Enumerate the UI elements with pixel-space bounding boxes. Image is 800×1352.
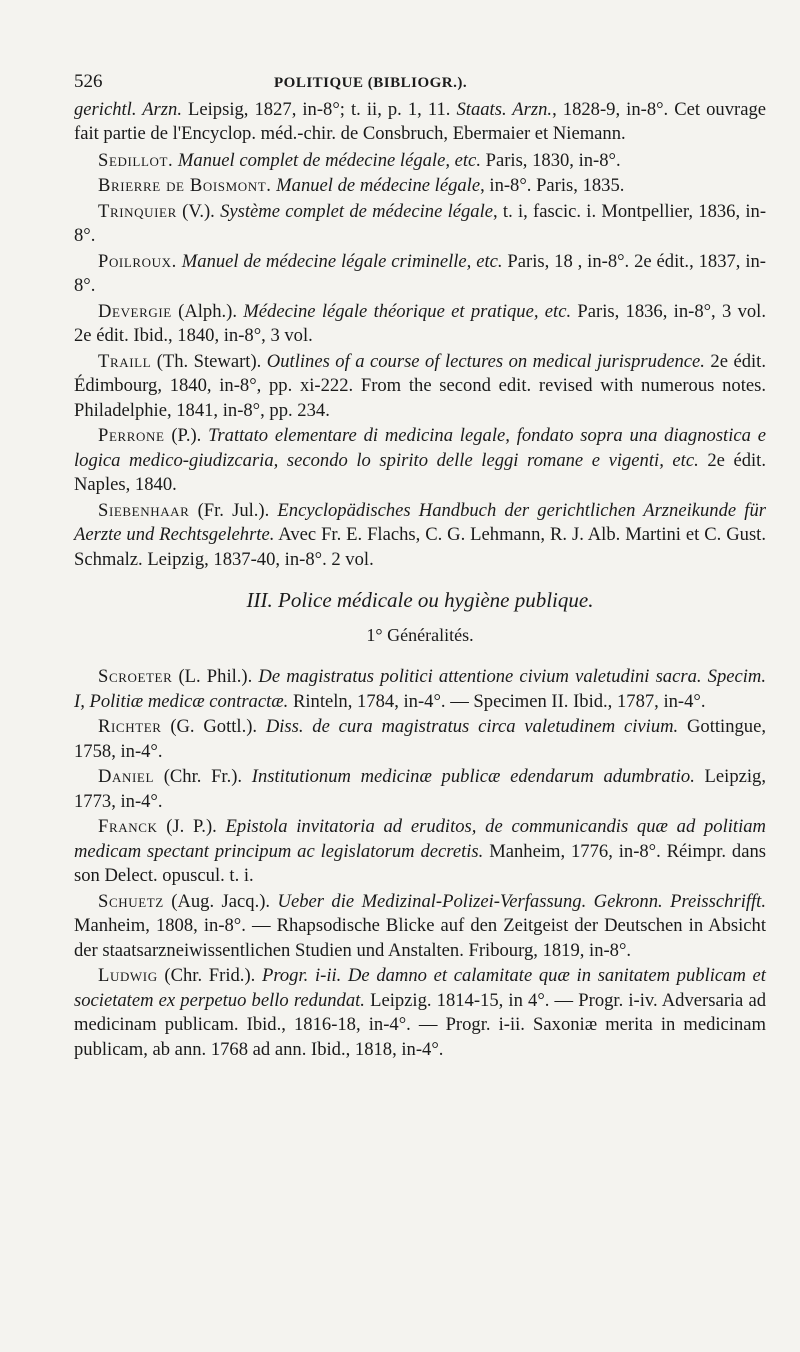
entry-publication: , t. i, fascic. i. Montpellier, 1836, in-8°.: [74, 200, 767, 246]
entry-title: Diss. de cura magistratus circa valetudinem civium.: [257, 716, 679, 737]
entry-author: Traill: [98, 350, 152, 372]
entry-title: Staats. Arzn.: [456, 98, 553, 120]
entry-title: Système complet de médecine légale: [214, 200, 494, 222]
entry-publication: Gottingue, 1758, in-4°.: [74, 716, 766, 762]
entry-text: (Chr. Frid.).: [157, 965, 256, 986]
entry-publication: Paris, 18 , in-8°. 2e édit., 1837, in-8°.: [74, 250, 766, 296]
entry-text: , 1828-9, in-8°. Cet ouvrage fait partie de l'Encyclop. méd.-chir. de Consbruch, Ebermaier et Niemann.: [74, 98, 767, 144]
subsection-heading: 1° Généralités.: [366, 624, 474, 645]
entry-title: gerichtl. Arzn.: [74, 98, 182, 120]
entry-title: Encyclopädisches Handbuch der gerichtlichen Arzneikunde für Aerzte und Rechtsgelehrte.: [74, 499, 766, 545]
bibliography-entry: [74, 499, 766, 573]
section-title: III. Police médicale ou hygiène publique.: [246, 588, 594, 612]
entry-publication: Manheim, 1776, in-8°. Réimpr. dans son Delect. opuscul. t. i.: [74, 840, 767, 886]
entry-publication: Leipzig, 1773, in-4°.: [74, 766, 766, 812]
entry-text: (G. Gottl.).: [161, 716, 258, 737]
entry-publication: Manheim, 1808, in-8°. — Rhapsodische Blicke auf den Zeitgeist der Deutschen in Absicht der staatsarzneiwissentlichen Studien und Anstalten. Fribourg, 1819, in-8°.: [74, 915, 766, 961]
entry-author: Schuetz: [98, 890, 164, 912]
running-title: POLITIQUE (BIBLIOGR.).: [274, 75, 468, 91]
continuation-entry: [74, 98, 766, 147]
entry-author: Sedillot.: [98, 149, 174, 171]
entry-publication: Leipzig. 1814-15, in 4°. — Progr. i-iv. Adversaria ad medicinam publicam. Ibid., 1816-18, in-4°. — Progr. i-ii. Saxoniæ merita in medicinam publicam, ab ann. 1768 ad ann. Ibid., 1818, in-4°.: [74, 989, 767, 1060]
entry-author: Ludwig: [98, 965, 158, 986]
entry-text: (V.).: [176, 200, 215, 222]
entry-publication: Rinteln, 1784, in-4°. — Specimen II. Ibid., 1787, in-4°.: [288, 690, 706, 712]
entry-title: Manuel de médecine légale: [271, 175, 481, 196]
entry-title: Trattato elementare di medicina legale, fondato sopra una diagnostica e logica medico-giudizcaria, secondo lo spirito delle leggi romane e vigenti, etc.: [74, 425, 766, 471]
entry-author: Brierre de Boismont.: [98, 175, 272, 196]
entry-author: Daniel: [98, 766, 155, 787]
entry-title: Manuel complet de médecine légale, etc.: [173, 149, 481, 171]
bibliography-entry: [74, 350, 766, 424]
bibliography-entry: [74, 174, 766, 199]
page-number: 526: [74, 71, 103, 92]
bibliography-entry: [74, 890, 766, 964]
entry-text: (Alph.).: [171, 300, 237, 322]
bibliography-entry: [74, 665, 766, 714]
entry-publication: 2e édit. Naples, 1840.: [74, 449, 766, 495]
entry-title: Progr. i-ii. De damno et calamitate quæ in sanitatem publicam et societatem ex perpetuo bello redundat.: [74, 965, 766, 1011]
bibliography-entry: [74, 300, 766, 349]
entry-title: Institutionum medicinæ publicæ edendarum adumbratio.: [242, 766, 695, 787]
entry-text: (J. P.).: [157, 816, 217, 837]
entry-publication: Paris, 1830, in-8°.: [480, 149, 621, 171]
page-text: [74, 70, 766, 1063]
entry-author: Perrone: [98, 425, 165, 446]
entry-text: (P.).: [164, 425, 202, 446]
entry-publication: Avec Fr. E. Flachs, C. G. Lehmann, R. J. Alb. Martini et C. Gust. Schmalz. Leipzig, 1837-40, in-8°. 2 vol.: [74, 524, 766, 570]
bibliography-entry: [74, 815, 766, 889]
entry-text: (Th. Stewart).: [151, 350, 262, 372]
entry-text: Leipsig, 1827, in-8°; t. ii, p. 1, 11.: [181, 98, 457, 120]
entry-publication: 2e édit. Édimbourg, 1840, in-8°, pp. xi-222. From the second edit. revised with numerous notes. Philadelphie, 1841, in-8°, pp. 234.: [74, 350, 766, 421]
entry-title: Outlines of a course of lectures on medical jurisprudence.: [261, 350, 705, 372]
bibliography-entry: [74, 200, 766, 249]
entry-text: (Fr. Jul.).: [189, 499, 270, 521]
entry-author: Scroeter: [98, 666, 173, 687]
bibliography-entry: [74, 250, 766, 299]
entry-title: Manuel de médecine légale criminelle, etc.: [176, 250, 503, 272]
entry-text: (Chr. Fr.).: [154, 766, 243, 787]
page-header: [74, 70, 766, 96]
bibliography-entry: [74, 424, 766, 498]
entry-title: Epistola invitatoria ad eruditos, de communicandis quæ ad politiam medicam spectant principum ac legislatorum decretis.: [74, 816, 766, 862]
entry-publication: , in-8°. Paris, 1835.: [480, 175, 625, 196]
entry-author: Franck: [98, 816, 158, 837]
entry-author: Devergie: [98, 300, 172, 322]
entry-title: Ueber die Medizinal-Polizei-Verfassung. Gekronn. Preisschrifft.: [270, 890, 767, 912]
bibliography-entry: [74, 765, 766, 814]
entry-author: Poilroux.: [98, 250, 177, 272]
entry-title: Médecine légale théorique et pratique, etc.: [237, 300, 572, 322]
entry-author: Siebenhaar: [98, 499, 190, 521]
bibliography-entry: [74, 715, 766, 764]
bibliography-entry: [74, 964, 766, 1062]
entry-author: Trinquier: [98, 200, 177, 222]
entry-text: (L. Phil.).: [172, 666, 253, 687]
entry-text: (Aug. Jacq.).: [163, 890, 271, 912]
entry-author: Richter: [98, 716, 162, 737]
entry-publication: Paris, 1836, in-8°, 3 vol. 2e édit. Ibid., 1840, in-8°, 3 vol.: [74, 300, 766, 346]
bibliography-entry: [74, 149, 766, 174]
section-heading: [74, 588, 766, 613]
entry-title: De magistratus politici attentione civium valetudini sacra. Specim. I, Politiæ medicæ contractæ.: [74, 666, 766, 712]
